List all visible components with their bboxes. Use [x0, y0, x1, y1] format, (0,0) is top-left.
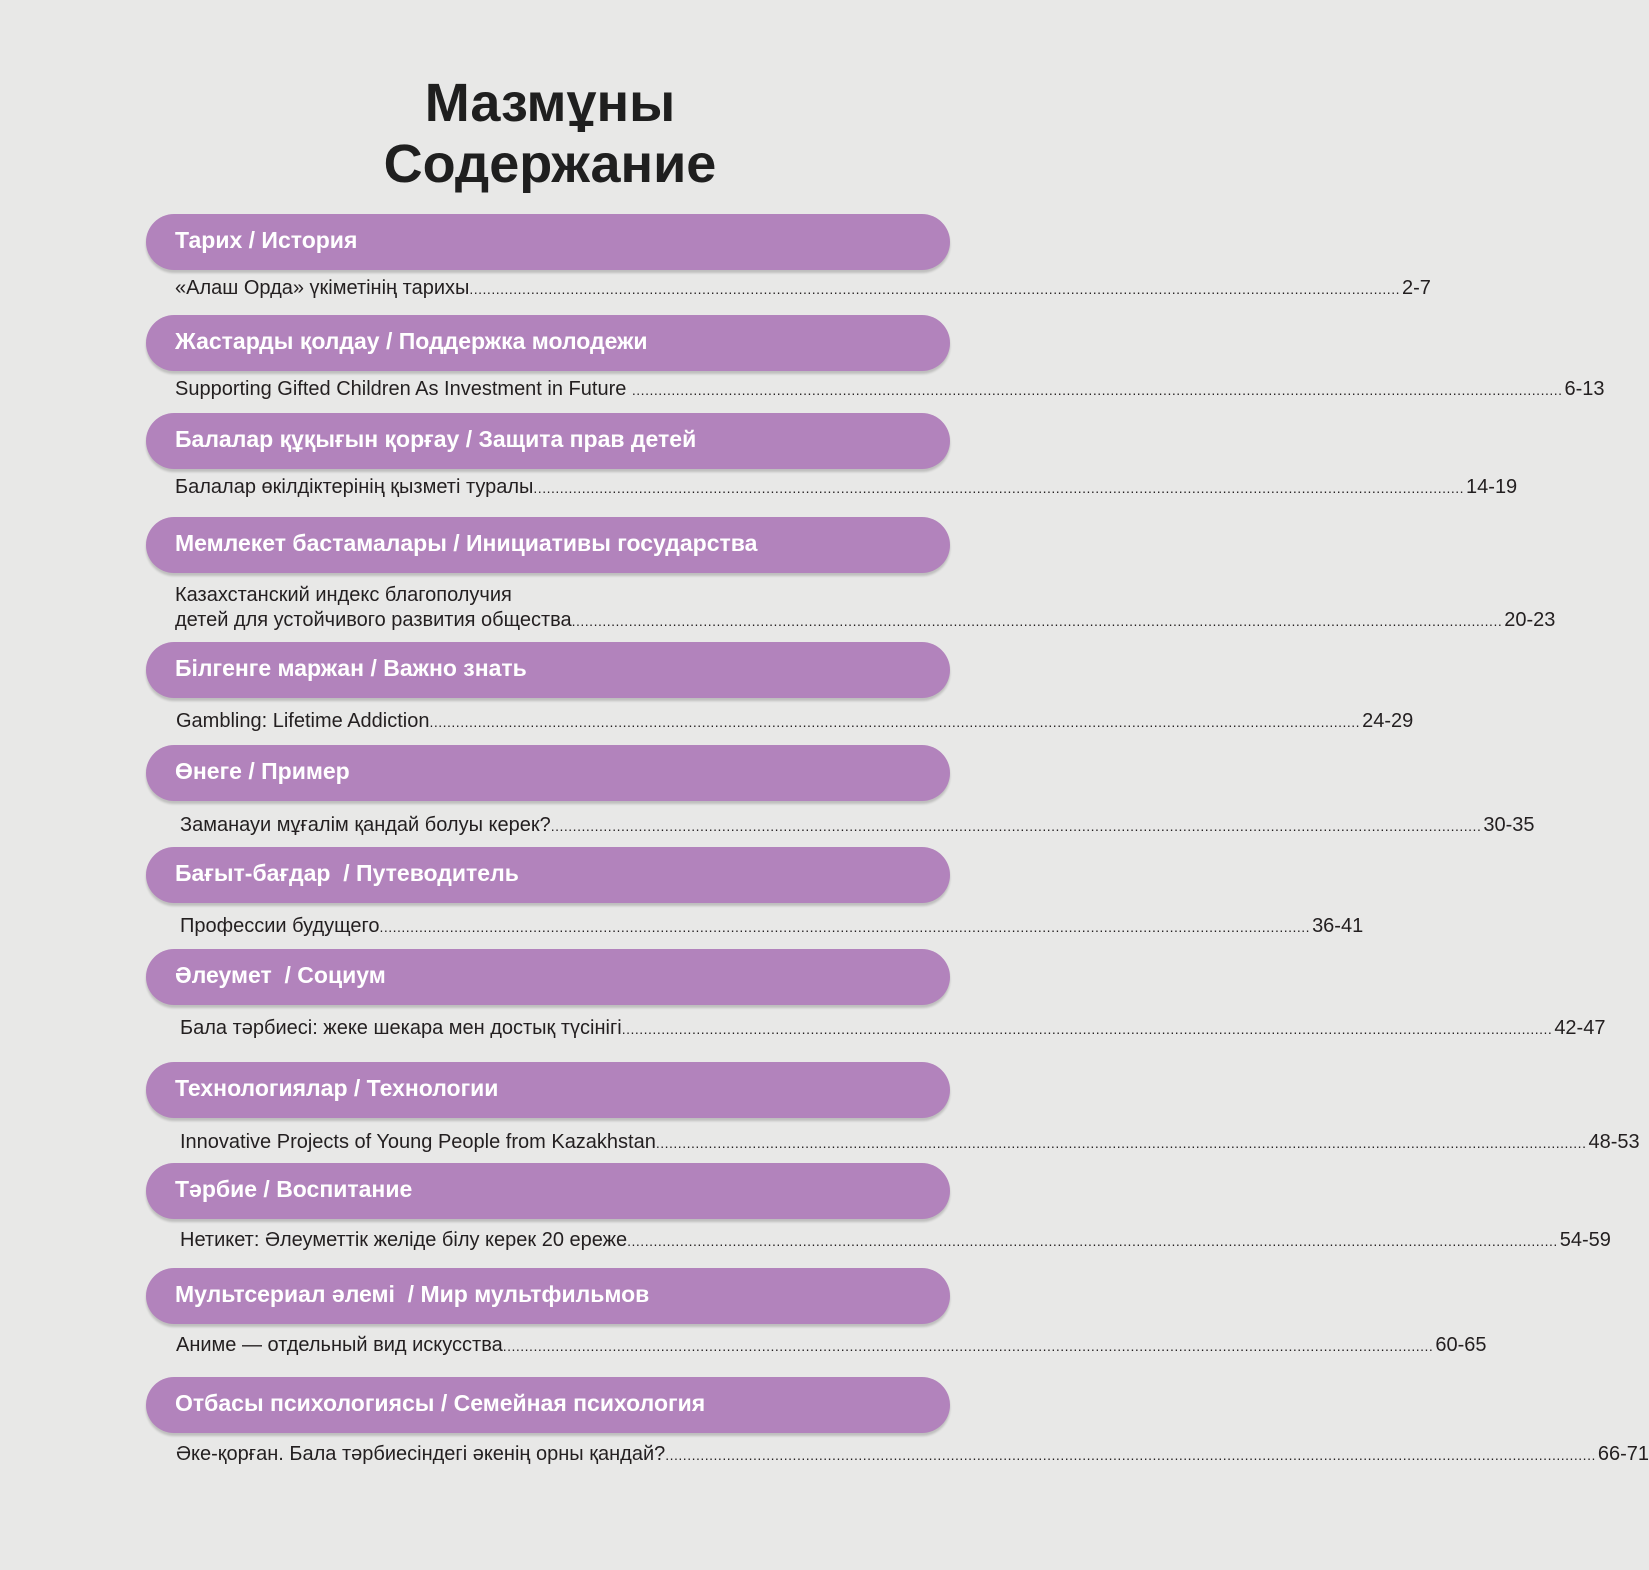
entry-pages: 66-71 [1597, 1443, 1649, 1465]
section-header-example[interactable] [146, 745, 950, 801]
section-label: Білгенге маржан / Важно знать [175, 655, 527, 681]
section-label: Өнеге / Пример [175, 758, 350, 784]
toc-entry[interactable] [180, 1016, 1606, 1040]
dot-leader: .................................................................................................................................................................................................................... [502, 1338, 1434, 1354]
section-label: Отбасы психологиясы / Семейная психология [175, 1390, 706, 1416]
toc-entry[interactable] [180, 813, 1535, 837]
section-label: Бағыт-бағдар / Путеводитель [175, 860, 519, 886]
toc-entry[interactable] [176, 1333, 1487, 1357]
section-label: Жастарды қолдау / Поддержка молодежи [175, 328, 648, 354]
dot-leader: .................................................................................................................................................................................................................... [550, 818, 1482, 834]
entry-title: детей для устойчивого развития общества [175, 609, 572, 631]
section-header-upbringing[interactable] [146, 1163, 950, 1219]
entry-pages: 20-23 [1504, 609, 1556, 631]
entry-title-line1: Казахстанский индекс благополучия [175, 584, 512, 606]
dot-leader: .................................................................................................................................................................................................................... [665, 1447, 1596, 1463]
entry-pages: 24-29 [1362, 710, 1414, 732]
section-header-good-to-know[interactable] [146, 642, 950, 698]
dot-leader: .................................................................................................................................................................................................................... [429, 714, 1361, 730]
dot-leader: .................................................................................................................................................................................................................... [571, 613, 1503, 629]
dot-leader: .................................................................................................................................................................................................................... [655, 1135, 1587, 1151]
section-label: Балалар құқығын қорғау / Защита прав детей [175, 426, 697, 452]
entry-title: Supporting Gifted Children As Investment in Future [175, 378, 632, 400]
entry-title: Аниме — отдельный вид искусства [176, 1334, 503, 1356]
toc-entry[interactable] [180, 1228, 1611, 1252]
entry-pages: 36-41 [1312, 915, 1364, 937]
section-label: Мемлекет бастамалары / Инициативы государства [175, 530, 758, 556]
section-header-children-rights[interactable] [146, 413, 950, 469]
toc-entry[interactable] [180, 1130, 1640, 1154]
section-header-youth-support[interactable] [146, 315, 950, 371]
dot-leader: .................................................................................................................................................................................................................... [379, 919, 1311, 935]
section-header-guide[interactable] [146, 847, 950, 903]
entry-pages: 54-59 [1559, 1229, 1611, 1251]
entry-title: «Алаш Орда» үкіметінің тарихы [175, 277, 470, 299]
section-label: Технологиялар / Технологии [175, 1075, 499, 1101]
section-label: Мультсериал әлемі / Мир мультфильмов [175, 1281, 650, 1307]
dot-leader: .................................................................................................................................................................................................................... [533, 480, 1465, 496]
page-title-kz: Мазмұны [424, 73, 676, 133]
entry-title: Профессии будущего [180, 915, 380, 937]
entry-pages: 14-19 [1466, 476, 1518, 498]
section-label: Әлеумет / Социум [175, 962, 386, 988]
entry-pages: 6-13 [1564, 378, 1605, 400]
entry-title: Әке-қорған. Бала тәрбиесіндегі әкенің орны қандай? [176, 1443, 666, 1465]
toc-entry[interactable] [175, 276, 1431, 300]
toc-entry[interactable] [180, 914, 1364, 938]
entry-title: Gambling: Lifetime Addiction [176, 710, 430, 732]
section-header-history[interactable] [146, 214, 950, 270]
dot-leader: .................................................................................................................................................................................................................... [621, 1021, 1553, 1037]
dot-leader: .................................................................................................................................................................................................................... [631, 382, 1563, 398]
section-header-society[interactable] [146, 949, 950, 1005]
section-header-technology[interactable] [146, 1062, 950, 1118]
toc-entry[interactable] [176, 709, 1414, 733]
toc-entry[interactable] [175, 608, 1556, 632]
entry-pages: 48-53 [1588, 1131, 1640, 1153]
page-title-ru: Содержание [383, 134, 717, 194]
section-header-family-psychology[interactable] [146, 1377, 950, 1433]
entry-pages: 60-65 [1435, 1334, 1487, 1356]
entry-pages: 30-35 [1483, 814, 1535, 836]
entry-title: Балалар өкілдіктерінің қызметі туралы [175, 476, 534, 498]
entry-pages: 2-7 [1401, 277, 1431, 299]
entry-title: Бала тәрбиесі: жеке шекара мен достық түсінігі [180, 1017, 622, 1039]
entry-title: Нетикет: Әлеуметтік желіде білу керек 20 ереже [180, 1229, 628, 1251]
dot-leader: .................................................................................................................................................................................................................... [627, 1233, 1558, 1249]
entry-pages: 42-47 [1554, 1017, 1606, 1039]
dot-leader: .................................................................................................................................................................................................................... [469, 281, 1400, 297]
entry-title: Innovative Projects of Young People from Kazakhstan [180, 1131, 656, 1153]
entry-title: Заманауи мұғалім қандай болуы керек? [180, 814, 551, 836]
toc-entry[interactable] [176, 1442, 1649, 1466]
section-label: Тарих / История [175, 227, 358, 253]
section-label: Тәрбие / Воспитание [175, 1176, 413, 1202]
section-header-state-initiatives[interactable] [146, 517, 950, 573]
toc-entry[interactable] [175, 377, 1605, 401]
section-header-cartoons[interactable] [146, 1268, 950, 1324]
toc-entry[interactable] [175, 475, 1518, 499]
